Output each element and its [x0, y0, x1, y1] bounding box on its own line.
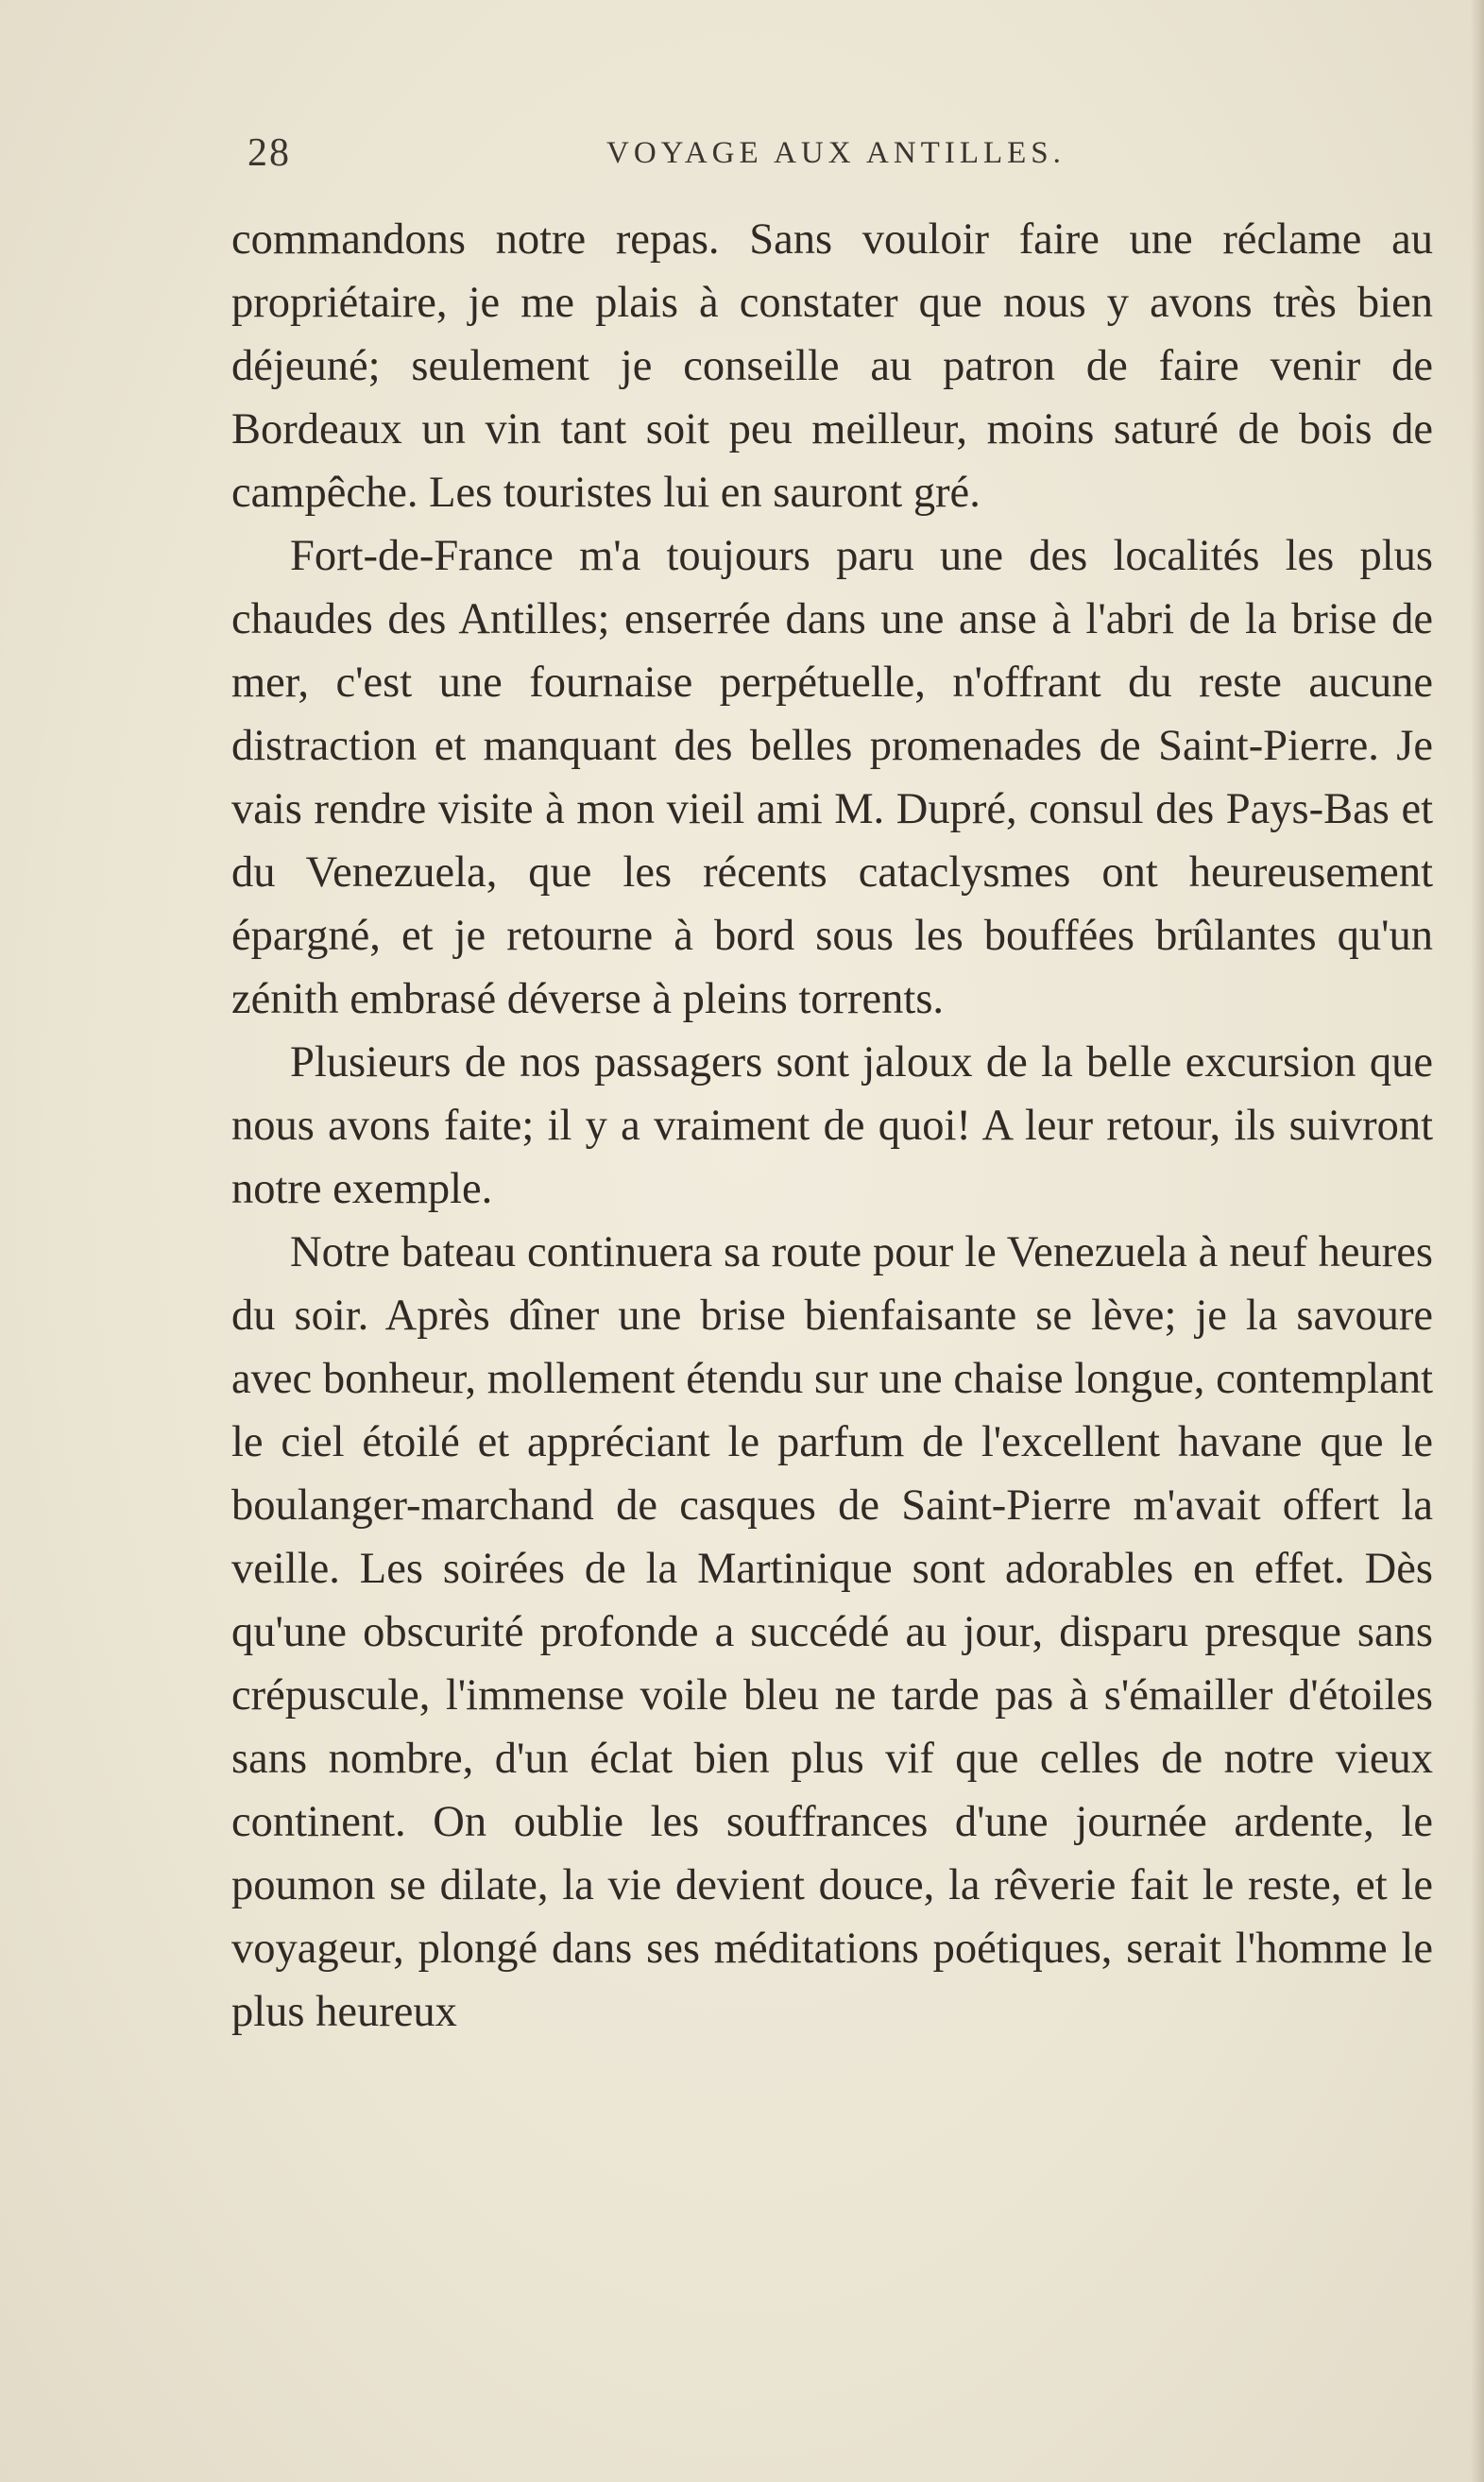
running-title: VOYAGE AUX ANTILLES.: [606, 136, 1066, 170]
paragraph-continued: commandons notre repas. Sans vouloir faire une réclame au propriétaire, je me plais à constater que nous y avons très bien déjeuné; seulement je conseille au patron de faire venir de Bordeaux un vin tant soit peu meilleur, moins saturé de bois de campêche. Les touristes lui en sauront gré.: [231, 215, 1433, 517]
body-text: [231, 208, 1433, 2044]
paragraph: Fort-de-France m'a toujours paru une des localités les plus chaudes des Antilles; enserrée dans une anse à l'abri de la brise de mer, c'est une fournaise perpétuelle, n'offrant du reste aucune distraction et manquant des belles promenades de Saint-Pierre. Je vais rendre visite à mon vieil ami M. Dupré, consul des Pays-Bas et du Venezuela, que les récents cataclysmes ont heureusement épargné, et je retourne à bord sous les bouffées brûlantes qu'un zénith embrasé déverse à pleins torrents.: [231, 532, 1433, 1023]
paragraph: Plusieurs de nos passagers sont jaloux de la belle excursion que nous avons faite; il y a vraiment de quoi! A leur retour, ils suivront notre exemple.: [231, 1038, 1433, 1213]
page-header: [247, 130, 1428, 187]
paragraph: Notre bateau continuera sa route pour le Venezuela à neuf heures du soir. Après dîner une brise bienfaisante se lève; je la savoure avec bonheur, mollement étendu sur une chaise longue, contemplant le ciel étoilé et appréciant le parfum de l'excellent havane que le boulanger-marchand de casques de Saint-Pierre m'avait offert la veille. Les soirées de la Martinique sont adorables en effet. Dès qu'une obscurité profonde a succédé au jour, disparu presque sans crépuscule, l'immense voile bleu ne tarde pas à s'émailler d'étoiles sans nombre, d'un éclat bien plus vif que celles de notre vieux continent. On oublie les souffrances d'une journée ardente, le poumon se dilate, la vie devient douce, la rêverie fait le reste, et le voyageur, plongé dans ses méditations poétiques, serait l'homme le plus heureux: [231, 1228, 1433, 2036]
page-edge-shadow: [1471, 0, 1484, 2482]
page-number: 28: [247, 131, 291, 175]
